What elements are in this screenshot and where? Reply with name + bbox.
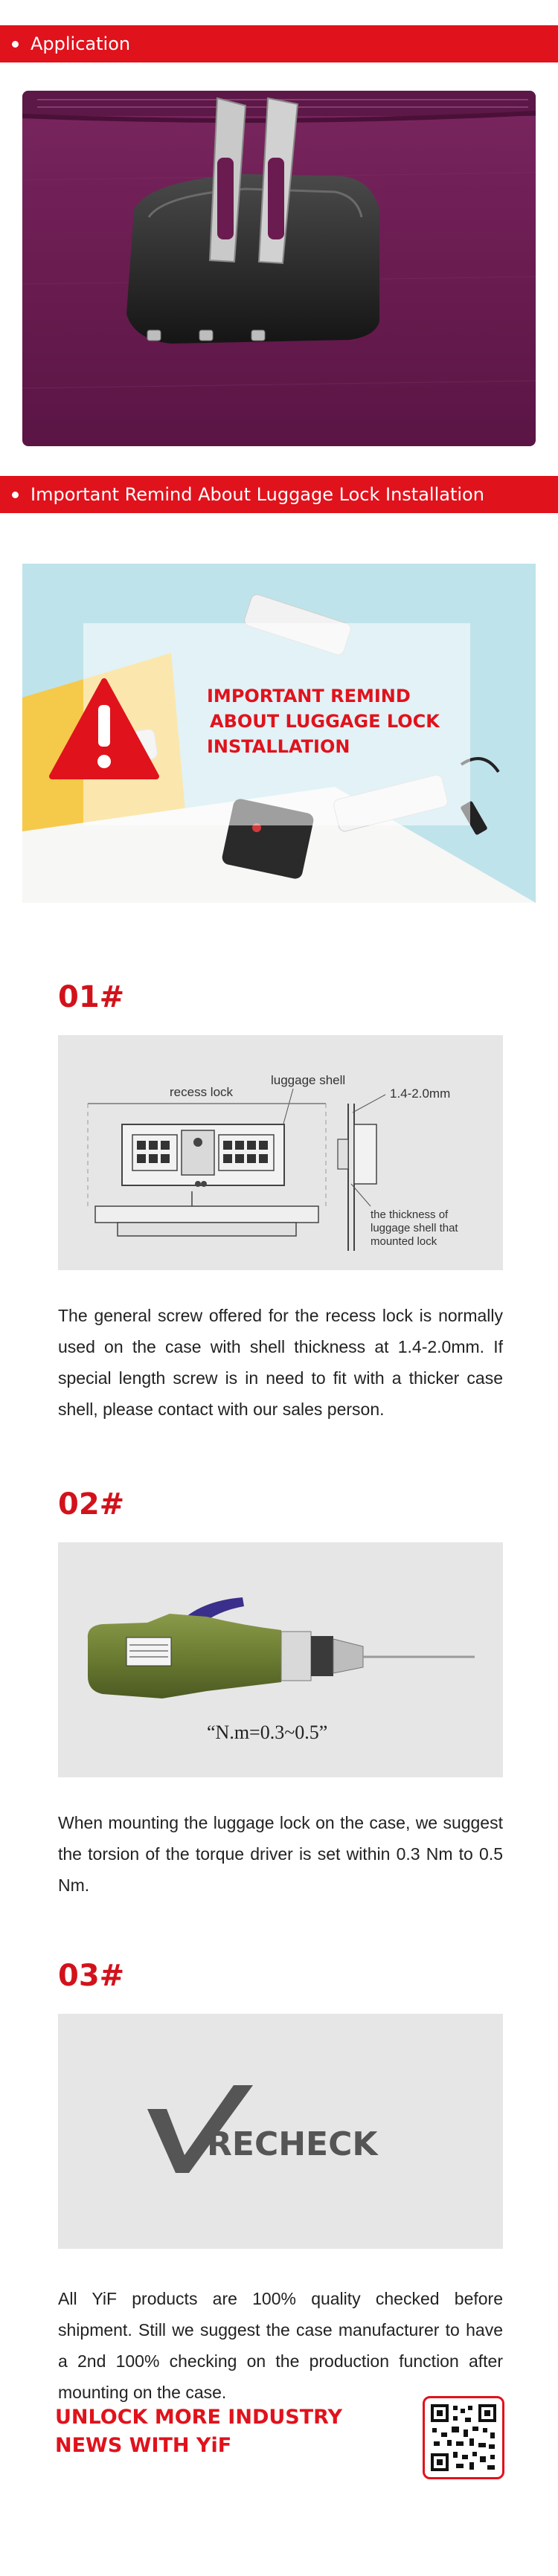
torque-driver-illustration	[58, 1542, 503, 1777]
note-line-3: mounted lock	[371, 1235, 437, 1248]
label-recess-lock: recess lock	[170, 1085, 234, 1099]
footer-cta	[55, 2403, 368, 2460]
recheck-label: RECHECK	[207, 2125, 378, 2163]
step3-description: All YiF products are 100% quality checked before shipment. Still we suggest the case manufacturer to have a 2nd 100% checking on the production function after mounting on the case.	[58, 2289, 503, 2402]
torque-label: “N.m=0.3~0.5”	[207, 1722, 328, 1743]
section-title: Application	[31, 33, 131, 54]
note-line-2: luggage shell that	[371, 1222, 458, 1234]
bullet-dot-icon	[12, 41, 19, 48]
suitcase-lock-illustration	[22, 91, 536, 446]
step-number-02: 02#	[58, 1487, 125, 1522]
label-thickness: 1.4-2.0mm	[390, 1086, 451, 1101]
step1-description: The general screw offered for the recess lock is normally used on the case with shell thickness at 1.4-2.0mm. If special length screw is in need to fit with a thicker case shell, please contact with our sales person.	[58, 1306, 503, 1419]
remind-illustration	[22, 564, 536, 903]
recess-lock-diagram-panel	[58, 1035, 503, 1270]
remind-photo	[22, 564, 536, 903]
torque-driver-panel	[58, 1542, 503, 1777]
section-title: Important Remind About Luggage Lock Installation	[31, 484, 484, 505]
cta-line-2: NEWS WITH YiF	[55, 2434, 232, 2457]
recess-lock-diagram	[58, 1035, 503, 1270]
section-banner-remind	[0, 476, 558, 513]
remind-line-1: IMPORTANT REMIND	[207, 686, 411, 706]
bullet-dot-icon	[12, 492, 19, 498]
note-line-1: the thickness of	[371, 1208, 449, 1221]
qr-code-icon[interactable]	[423, 2396, 504, 2479]
cta-line-1: UNLOCK MORE INDUSTRY	[55, 2406, 343, 2429]
step2-description: When mounting the luggage lock on the case, we suggest the torsion of the torque driver is set within 0.3 Nm to 0.5 Nm.	[58, 1813, 503, 1895]
step-number-01: 01#	[58, 980, 125, 1014]
section-banner-application	[0, 25, 558, 62]
qr-code-graphic	[431, 2404, 496, 2471]
application-photo	[22, 91, 536, 446]
remind-line-2: ABOUT LUGGAGE LOCK	[210, 711, 440, 732]
recheck-panel	[58, 2014, 503, 2249]
remind-line-3: INSTALLATION	[207, 736, 350, 757]
label-luggage-shell: luggage shell	[271, 1073, 346, 1087]
recheck-illustration	[58, 2014, 503, 2249]
step-number-03: 03#	[58, 1959, 125, 1993]
